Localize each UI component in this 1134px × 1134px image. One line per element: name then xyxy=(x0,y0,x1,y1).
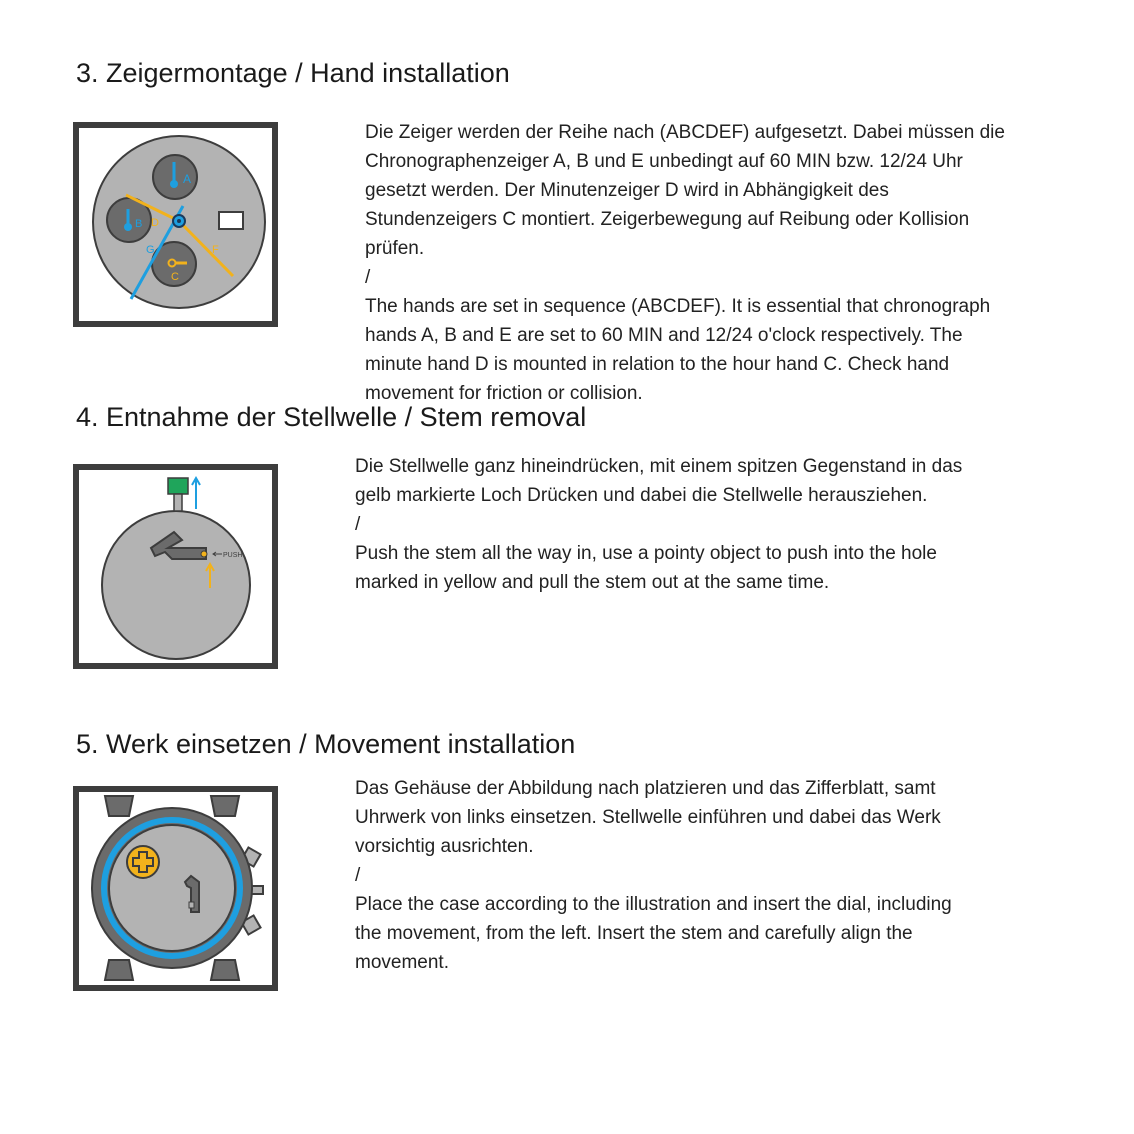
stem-removal-figure xyxy=(73,464,278,669)
section-3-heading: 3. Zeigermontage / Hand installation xyxy=(76,58,510,88)
label-c: C xyxy=(171,271,179,283)
text-line: the movement, from the left. Insert the stem and carefully align the xyxy=(355,923,913,944)
text-line: Place the case according to the illustration and insert the dial, including xyxy=(355,894,952,915)
text-line: Push the stem all the way in, use a pointy object to push into the hole xyxy=(355,543,937,564)
label-b: B xyxy=(135,218,143,230)
text-line: gesetzt werden. Der Minutenzeiger D wird in Abhängigkeit des xyxy=(365,180,889,201)
text-line: movement. xyxy=(355,952,449,973)
hand-installation-figure xyxy=(73,122,278,327)
text-line: Stundenzeigers C montiert. Zeigerbewegung auf Reibung oder Kollision xyxy=(365,209,970,230)
text-line: marked in yellow and pull the stem out at the same time. xyxy=(355,572,830,593)
label-g: G xyxy=(146,244,155,256)
movement-installation-figure xyxy=(73,786,278,991)
label-d: D xyxy=(151,217,159,229)
text-line: gelb markierte Loch Drücken und dabei die Stellwelle herausziehen. xyxy=(355,485,928,506)
text-line: Das Gehäuse der Abbildung nach platzieren und das Zifferblatt, samt xyxy=(355,778,936,799)
section-4-text xyxy=(355,452,962,597)
text-line: / xyxy=(365,267,371,288)
text-line: Chronographenzeiger A, B und E unbedingt auf 60 MIN bzw. 12/24 Uhr xyxy=(365,151,963,172)
text-line: prüfen. xyxy=(365,238,425,259)
text-line: vorsichtig ausrichten. xyxy=(355,836,534,857)
chronograph-hands-icon xyxy=(79,128,272,321)
text-line: hands A, B and E are set to 60 MIN and 12/24 o'clock respectively. The xyxy=(365,325,963,346)
section-5-text xyxy=(355,774,952,977)
text-line: Die Zeiger werden der Reihe nach (ABCDEF) aufgesetzt. Dabei müssen die xyxy=(365,122,1005,143)
movement-installation-icon xyxy=(79,792,272,985)
section-4-heading: 4. Entnahme der Stellwelle / Stem removal xyxy=(76,402,587,432)
text-line: minute hand D is mounted in relation to the hour hand C. Check hand xyxy=(365,354,950,375)
text-line: Uhrwerk von links einsetzen. Stellwelle einführen und dabei das Werk xyxy=(355,807,941,828)
text-line: / xyxy=(355,865,361,886)
text-line: The hands are set in sequence (ABCDEF). It is essential that chronograph xyxy=(365,296,991,317)
section-3-text xyxy=(365,118,1005,408)
section-5-heading: 5. Werk einsetzen / Movement installation xyxy=(76,729,576,759)
label-a: A xyxy=(183,172,192,186)
text-line: Die Stellwelle ganz hineindrücken, mit einem spitzen Gegenstand in das xyxy=(355,456,963,477)
text-line: / xyxy=(355,514,361,535)
label-f: F xyxy=(212,244,219,256)
push-label: PUSH xyxy=(223,552,243,559)
stem-removal-icon xyxy=(79,470,272,663)
text-line: movement for friction or collision. xyxy=(365,383,643,404)
